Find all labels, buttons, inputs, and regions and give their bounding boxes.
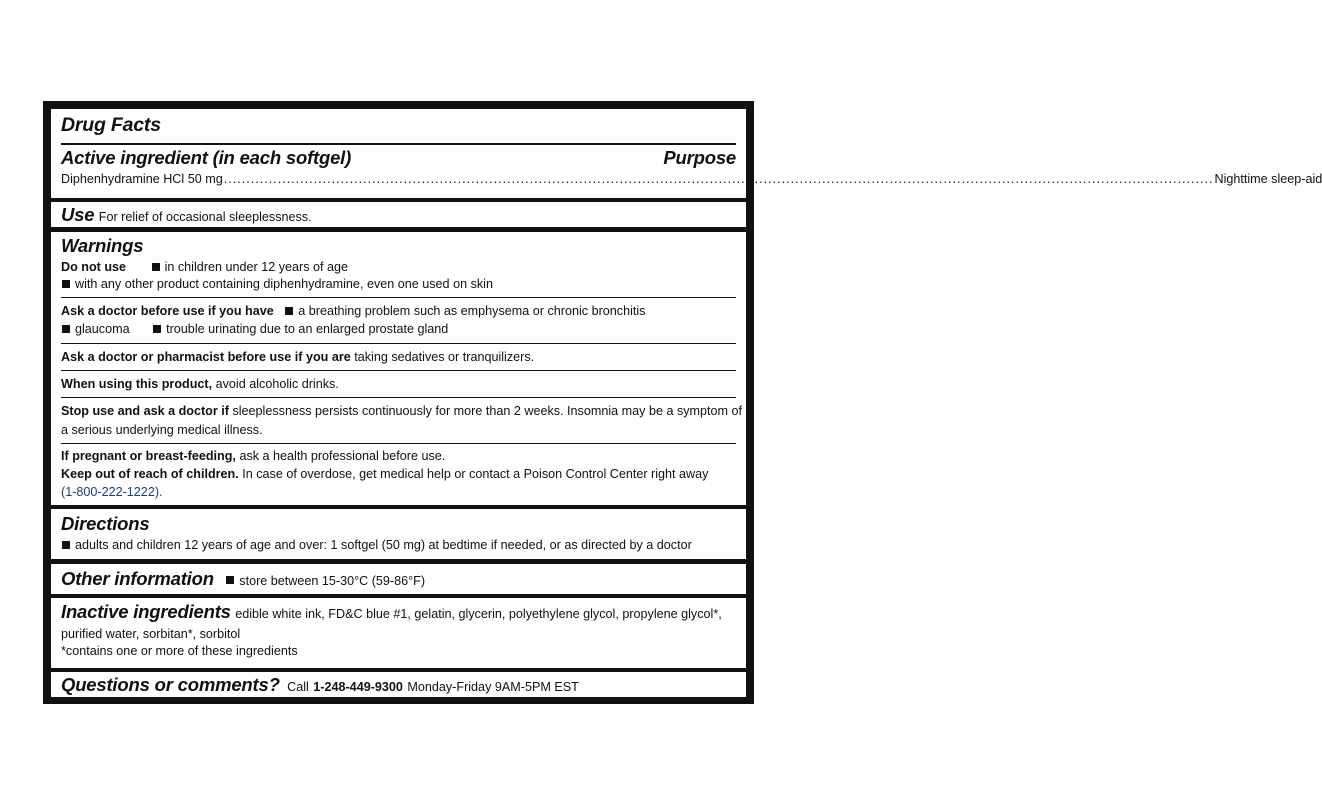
ask-doctor-item-1: a breathing problem such as emphysema or chronic bronchitis xyxy=(298,304,646,318)
do-not-use-line-1 xyxy=(61,259,736,276)
title-rule xyxy=(61,143,736,145)
do-not-use-label: Do not use xyxy=(61,260,127,274)
other-information-text: store between 15-30°C (59-86°F) xyxy=(239,574,426,588)
directions-text: adults and children 12 years of age and over: 1 softgel (50 mg) at bedtime if needed, or as directed by a doctor xyxy=(75,538,692,552)
drug-facts-title: Drug Facts xyxy=(61,114,161,136)
questions-line xyxy=(61,674,736,696)
stop-use-line-2 xyxy=(61,422,736,439)
bullet-square-icon xyxy=(285,307,293,315)
bullet-square-icon xyxy=(62,541,70,549)
ask-doctor-label: Ask a doctor before use if you have xyxy=(61,304,274,318)
pharmacist-line xyxy=(61,349,736,366)
do-not-use-line-2 xyxy=(61,276,736,293)
other-information-heading: Other information xyxy=(61,568,214,589)
keep-out-text: In case of overdose, get medical help or contact a Poison Control Center right away xyxy=(242,467,709,481)
use-heading: Use xyxy=(61,204,95,225)
drug-facts-box xyxy=(51,109,1322,198)
questions-box xyxy=(51,672,746,697)
stop-use-text-2: a serious underlying medical illness. xyxy=(61,423,263,437)
active-ingredient-heading: Active ingredient (in each softgel) xyxy=(61,147,352,168)
use-text: For relief of occasional sleeplessness. xyxy=(98,210,312,224)
warnings-rule-3 xyxy=(61,370,736,371)
pharmacist-label: Ask a doctor or pharmacist before use if you are xyxy=(61,350,351,364)
use-box xyxy=(51,202,746,227)
stop-use-label: Stop use and ask a doctor if xyxy=(61,404,229,418)
inactive-line-2 xyxy=(61,626,736,643)
drug-facts-panel xyxy=(43,101,1322,704)
questions-hours: Monday-Friday 9AM-5PM EST xyxy=(407,680,579,694)
poison-control-phone-line xyxy=(61,484,736,501)
ingredient-name: Diphenhydramine HCl 50 mg xyxy=(61,172,223,186)
pharmacist-text: taking sedatives or tranquilizers. xyxy=(354,350,535,364)
pregnant-text: ask a health professional before use. xyxy=(239,449,446,463)
bullet-square-icon xyxy=(226,576,234,584)
inactive-ingredients-box xyxy=(51,598,746,668)
ask-doctor-line-1 xyxy=(61,303,736,320)
warnings-rule-4 xyxy=(61,397,736,398)
when-using-text: avoid alcoholic drinks. xyxy=(215,377,339,391)
inactive-text-2: purified water, sorbitan*, sorbitol xyxy=(61,627,241,641)
directions-line xyxy=(61,537,736,554)
ask-doctor-item-3: trouble urinating due to an enlarged prostate gland xyxy=(166,322,449,336)
keep-out-label: Keep out of reach of children. xyxy=(61,467,239,481)
warnings-rule-1 xyxy=(61,297,736,298)
bullet-square-icon xyxy=(153,325,161,333)
do-not-use-item-1: in children under 12 years of age xyxy=(164,260,349,274)
use-line xyxy=(61,204,736,226)
inactive-line-3 xyxy=(61,643,736,660)
inactive-ingredients-heading: Inactive ingredients xyxy=(61,601,231,622)
purpose-value: Nighttime sleep-aid xyxy=(1214,172,1322,186)
ingredient-line xyxy=(61,171,1322,188)
other-information-box xyxy=(51,564,746,594)
pregnant-label: If pregnant or breast-feeding, xyxy=(61,449,236,463)
warnings-box xyxy=(51,232,746,505)
warnings-rule-2 xyxy=(61,343,736,344)
warnings-heading: Warnings xyxy=(61,235,144,256)
directions-heading: Directions xyxy=(61,513,150,534)
questions-phone: 1-248-449-9300 xyxy=(313,680,403,694)
when-using-label: When using this product, xyxy=(61,377,213,391)
ask-doctor-line-2 xyxy=(61,321,736,338)
inactive-line-1 xyxy=(61,601,736,623)
inactive-text-3: *contains one or more of these ingredients xyxy=(61,644,298,658)
keep-out-line xyxy=(61,466,736,483)
purpose-heading: Purpose xyxy=(663,147,736,168)
leader-dots: ............................................................................................................................................................................................................................ xyxy=(223,172,1214,186)
other-information-line xyxy=(61,568,736,590)
stop-use-line-1 xyxy=(61,403,743,420)
warnings-rule-5 xyxy=(61,443,736,444)
bullet-square-icon xyxy=(62,280,70,288)
bullet-square-icon xyxy=(62,325,70,333)
questions-call: Call xyxy=(287,680,309,694)
stop-use-text-1: sleeplessness persists continuously for more than 2 weeks. Insomnia may be a symptom of xyxy=(232,404,743,418)
active-ingredient-header xyxy=(61,147,736,169)
inactive-text-1: edible white ink, FD&C blue #1, gelatin, glycerin, polyethylene glycol, propylene glycol*, xyxy=(235,607,722,621)
poison-control-phone: (1-800-222-1222). xyxy=(61,485,163,499)
do-not-use-item-2: with any other product containing diphenhydramine, even one used on skin xyxy=(75,277,493,291)
ask-doctor-item-2: glaucoma xyxy=(75,322,130,336)
directions-box xyxy=(51,509,746,559)
pregnant-line xyxy=(61,448,736,465)
questions-heading: Questions or comments? xyxy=(61,674,280,695)
bullet-square-icon xyxy=(152,263,160,271)
when-using-line xyxy=(61,376,736,393)
